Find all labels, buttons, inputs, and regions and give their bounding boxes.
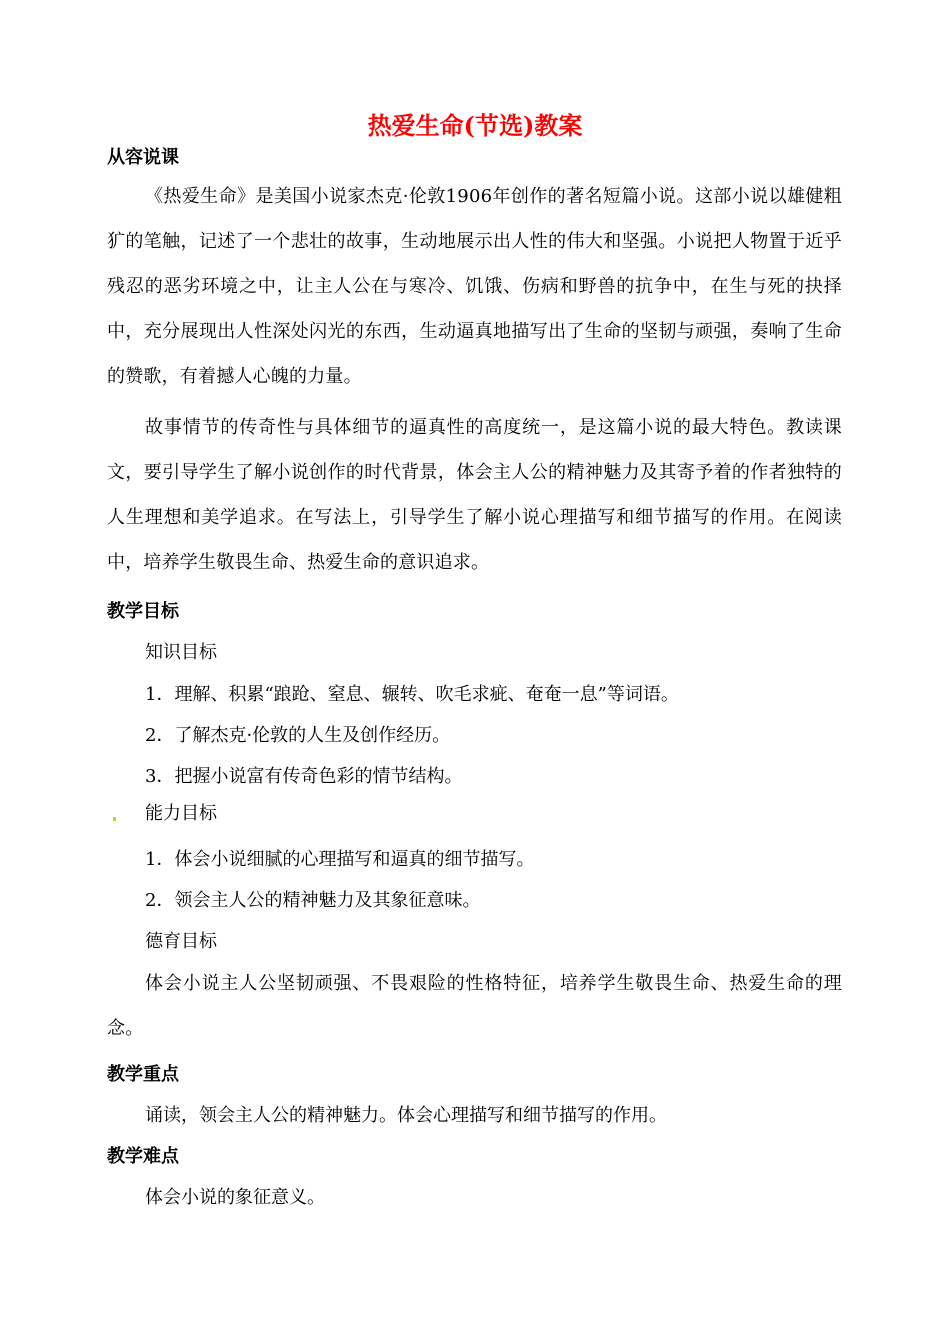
intro-paragraph-2: 故事情节的传奇性与具体细节的逼真性的高度统一，是这篇小说的最大特色。教读课文，要引导学生了解小说创作的时代背景，体会主人公的精神魅力及其寄予着的作者独特的人生理想和美学追求。在写法上，引导学生了解小说心理描写和细节描写的作用。在阅读中，培养学生敬畏生命、热爱生命的意识追求。	[107, 417, 842, 573]
heading-key-points: 教学重点	[107, 1064, 179, 1085]
difficult-points-text: 体会小说的象征意义。	[145, 1187, 325, 1208]
heading-intro: 从容说课	[107, 147, 179, 168]
document-title: 热爱生命(节选)教案	[367, 111, 583, 140]
moral-goal-label: 德育目标	[145, 931, 217, 952]
stray-dot-mark	[113, 817, 116, 821]
knowledge-goal-item: 3．把握小说富有传奇色彩的情节结构。	[145, 766, 463, 787]
intro-paragraph-1: 《热爱生命》是美国小说家杰克·伦敦1906年创作的著名短篇小说。这部小说以雄健粗犷的笔触，记述了一个悲壮的故事，生动地展示出人性的伟大和坚强。小说把人物置于近乎残忍的恶劣环境之中，让主人公在与寒冷、饥饿、伤病和野兽的抗争中，在生与死的抉择中，充分展现出人性深处闪光的东西，生动逼真地描写出了生命的坚韧与顽强，奏响了生命的赞歌，有着撼人心魄的力量。	[107, 186, 842, 387]
knowledge-goal-item: 1．理解、积累“踉跄、窒息、辗转、吹毛求疵、奄奄一息”等词语。	[145, 684, 679, 705]
heading-difficult-points: 教学难点	[107, 1146, 179, 1167]
ability-goal-item: 1．体会小说细腻的心理描写和逼真的细节描写。	[145, 849, 535, 870]
ability-goal-item: 2．领会主人公的精神魅力及其象征意味。	[145, 890, 481, 911]
knowledge-goal-item: 2．了解杰克·伦敦的人生及创作经历。	[145, 725, 451, 746]
heading-goals: 教学目标	[107, 601, 179, 622]
knowledge-goal-label: 知识目标	[145, 642, 217, 663]
ability-goal-label: 能力目标	[145, 803, 217, 824]
moral-goal-text: 体会小说主人公坚韧顽强、不畏艰险的性格特征，培养学生敬畏生命、热爱生命的理念。	[107, 973, 842, 1039]
key-points-text: 诵读，领会主人公的精神魅力。体会心理描写和细节描写的作用。	[145, 1105, 667, 1126]
